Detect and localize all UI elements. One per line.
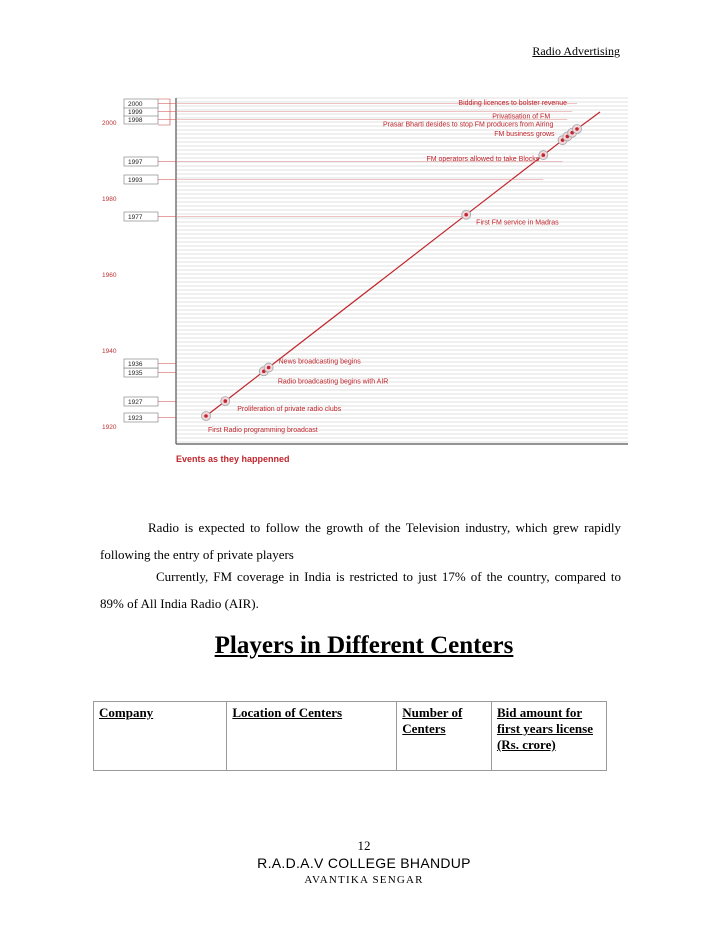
header-number	[397, 702, 492, 771]
section-title: Players in Different Centers	[214, 632, 514, 659]
header-bid-amount-text: Bid amount for first years license (Rs. crore)	[496, 705, 593, 752]
players-table	[93, 701, 607, 771]
header-location-text: Location of Centers	[232, 705, 343, 720]
table-header-row	[94, 702, 607, 771]
event-label: Prasar Bharti desides to stop FM producers from Airing	[382, 121, 554, 129]
event-marker-dot	[464, 213, 468, 217]
timeline-chart-svg	[100, 92, 630, 470]
header-company-text: Company	[99, 705, 154, 720]
event-label: First FM service in Madras	[476, 219, 559, 227]
event-label: News broadcasting begins	[278, 358, 361, 366]
event-marker-dot	[541, 153, 545, 157]
event-label: Radio broadcasting begins with AIR	[277, 378, 389, 386]
header-bid-amount	[491, 702, 606, 771]
year-label: 1977	[128, 214, 143, 221]
x-axis-label: Events as they happenned	[176, 454, 290, 464]
y-tick-label: 1940	[102, 348, 117, 355]
header-location	[227, 702, 397, 771]
year-label: 1927	[128, 399, 143, 406]
event-marker-dot	[223, 399, 227, 403]
year-label: 2000	[128, 101, 143, 108]
page-header-title: Radio Advertising	[532, 44, 620, 58]
y-tick-label: 1960	[102, 272, 117, 279]
event-label: Proliferation of private radio clubs	[237, 406, 342, 414]
year-label: 1923	[128, 415, 143, 422]
year-label: 1997	[128, 159, 143, 166]
year-label: 1993	[128, 177, 143, 184]
year-label: 1999	[128, 109, 143, 116]
header-number-text: Number of Centers	[402, 705, 463, 736]
page-number: 12	[357, 838, 371, 853]
paragraph-coverage-text: Currently, FM coverage in India is restricted to just 17% of the country, compared to 89% of All India Radio (AIR).	[100, 569, 621, 611]
paragraph-coverage	[100, 563, 621, 617]
header-company	[94, 702, 227, 771]
event-label: FM business grows	[494, 131, 555, 139]
college-name: R.A.D.A.V COLLEGE BHANDUP	[257, 855, 471, 871]
y-tick-label: 1920	[102, 424, 117, 431]
event-label: FM operators allowed to take Blocks	[426, 156, 540, 164]
event-marker-dot	[267, 366, 271, 370]
y-tick-label: 1980	[102, 196, 117, 203]
timeline-chart	[100, 92, 630, 470]
paragraph-growth	[100, 514, 621, 568]
author-name: AVANTIKA SENGAR	[304, 874, 424, 886]
year-label: 1998	[128, 117, 143, 124]
year-label: 1935	[128, 370, 143, 377]
paragraph-growth-text: Radio is expected to follow the growth of the Television industry, which grew rapidly following the entry of private players	[100, 520, 621, 562]
event-marker-dot	[575, 127, 579, 131]
event-marker-dot	[204, 414, 208, 418]
y-tick-label: 2000	[102, 120, 117, 127]
year-label: 1936	[128, 361, 143, 368]
event-label: Privatisation of FM	[492, 113, 551, 121]
event-label: First Radio programming broadcast	[208, 427, 318, 434]
event-label: Bidding licences to bolster revenue	[458, 100, 567, 107]
